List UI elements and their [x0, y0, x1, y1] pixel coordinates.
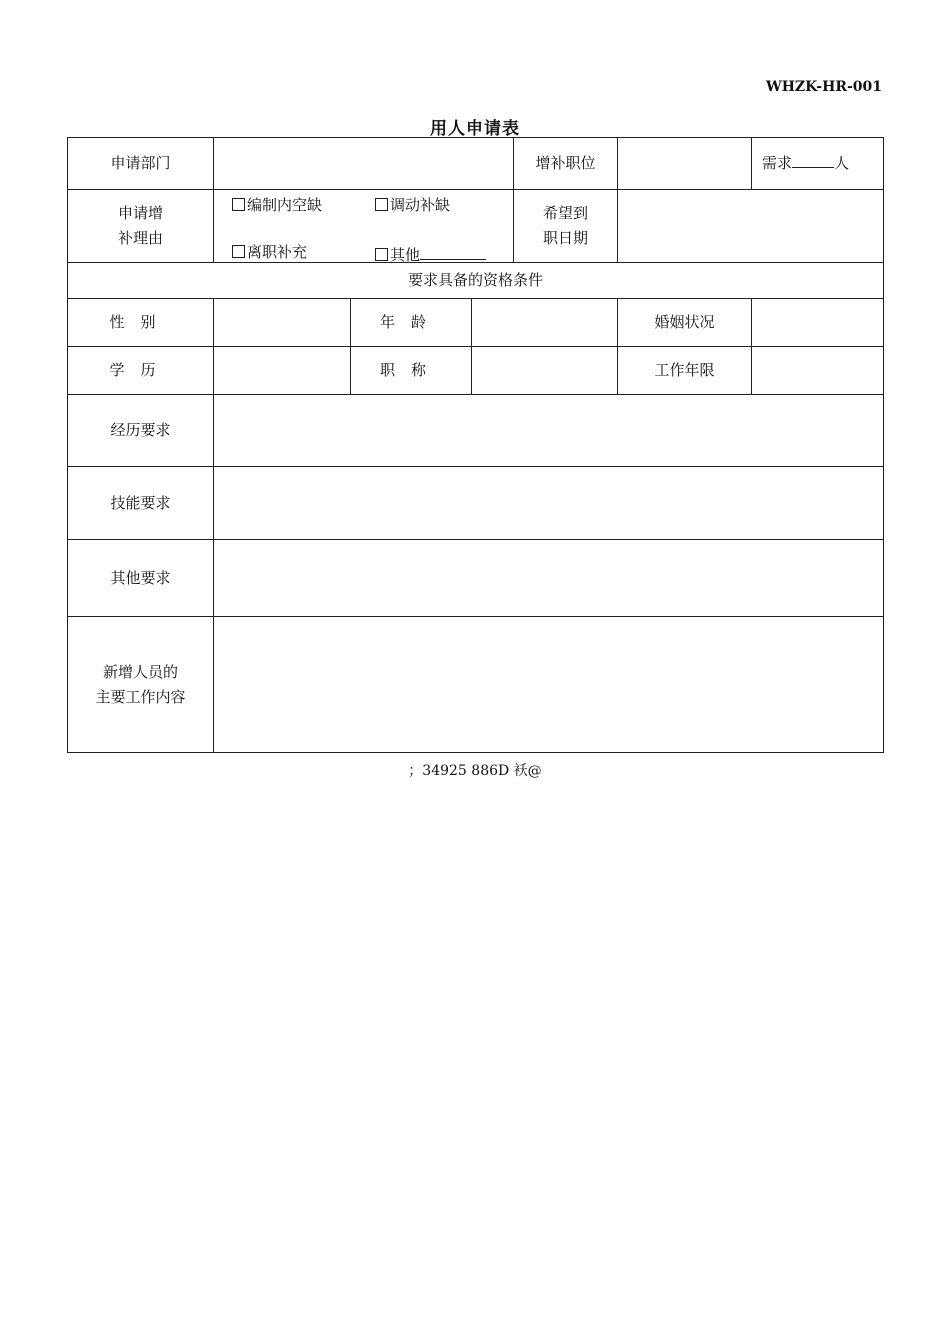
experience-field[interactable]: [214, 395, 884, 467]
row-skills: [68, 467, 884, 540]
row-qualification-heading: [68, 263, 884, 299]
reason-label-line1: 申请增: [117, 204, 163, 222]
years-field[interactable]: [752, 347, 884, 395]
age-label: 年龄: [351, 299, 472, 347]
title-label: 职称: [351, 347, 472, 395]
reason-options-cell: [214, 190, 514, 263]
age-field[interactable]: [472, 299, 618, 347]
checkbox-icon[interactable]: [375, 248, 388, 261]
other-label: 其他要求: [68, 540, 214, 617]
hope-date-label: [514, 190, 618, 263]
duties-label-line2: 主要工作内容: [95, 687, 186, 706]
option-transfer-label: 调动补缺: [390, 196, 451, 214]
row-gender-age: [68, 299, 884, 347]
hope-label-line1: 希望到: [543, 204, 589, 222]
other-reason-field[interactable]: [420, 243, 486, 260]
row-reason: [68, 190, 884, 263]
years-label: 工作年限: [618, 347, 752, 395]
position-field[interactable]: [618, 138, 752, 190]
duties-field[interactable]: [214, 617, 884, 753]
hope-label-line2: 职日期: [543, 229, 589, 247]
gender-label: 性别: [68, 299, 214, 347]
application-form-table: [67, 137, 884, 753]
option-transfer[interactable]: [375, 196, 450, 214]
education-field[interactable]: [214, 347, 351, 395]
option-vacancy-label: 编制内空缺: [247, 196, 323, 214]
need-prefix: 需求: [762, 154, 793, 172]
row-department: [68, 138, 884, 190]
marital-field[interactable]: [752, 299, 884, 347]
document-code: WHZK-HR-001: [765, 79, 882, 95]
dept-label: 申请部门: [68, 138, 214, 190]
title-field[interactable]: [472, 347, 618, 395]
dept-field[interactable]: [214, 138, 514, 190]
checkbox-icon[interactable]: [232, 198, 245, 211]
reason-label-line2: 补理由: [117, 229, 163, 247]
row-experience: [68, 395, 884, 467]
other-field[interactable]: [214, 540, 884, 617]
reason-label: [68, 190, 214, 263]
skills-label: 技能要求: [68, 467, 214, 540]
skills-field[interactable]: [214, 467, 884, 540]
experience-label: 经历要求: [68, 395, 214, 467]
option-other-label: 其他: [390, 246, 421, 264]
option-resignation-label: 离职补充: [247, 243, 308, 261]
marital-label: 婚姻状况: [618, 299, 752, 347]
form-title: 用人申请表: [430, 119, 520, 139]
checkbox-icon[interactable]: [375, 198, 388, 211]
duties-label: [68, 617, 214, 753]
gender-field[interactable]: [214, 299, 351, 347]
checkbox-icon[interactable]: [232, 245, 245, 258]
row-other: [68, 540, 884, 617]
need-count-field[interactable]: [792, 151, 834, 168]
option-other[interactable]: [375, 243, 486, 264]
footer-code: ；34925 886D 袄@: [408, 763, 542, 779]
option-resignation[interactable]: [232, 243, 307, 261]
position-label: 增补职位: [514, 138, 618, 190]
option-vacancy[interactable]: [232, 196, 322, 214]
row-education-title: [68, 347, 884, 395]
need-suffix: 人: [834, 154, 850, 172]
need-count-cell: [752, 138, 884, 190]
duties-label-line1: 新增人员的: [102, 662, 178, 681]
qualification-heading: 要求具备的资格条件: [68, 263, 884, 299]
education-label: 学历: [68, 347, 214, 395]
hope-date-field[interactable]: [618, 190, 884, 263]
row-duties: [68, 617, 884, 753]
